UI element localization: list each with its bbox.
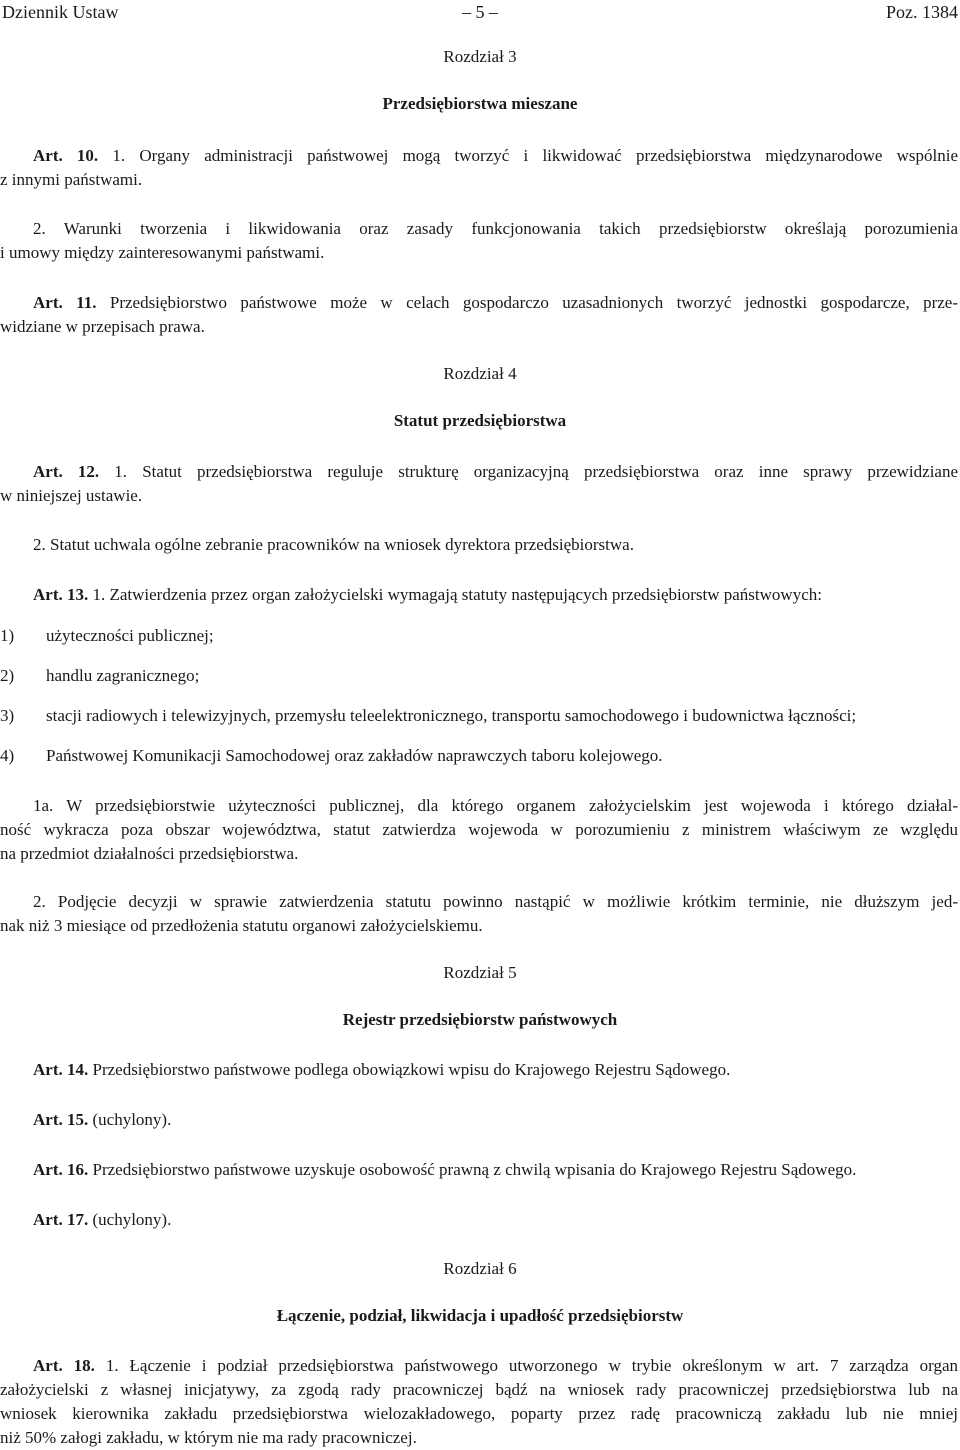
art-13-p1a-line1: 1a. W przedsiębiorstwie użyteczności publicznej, dla którego organem założycielskim jest wojewoda i którego działal- (33, 796, 958, 815)
chapter-3-title: Przedsiębiorstwa mieszane (382, 94, 578, 113)
position-number: Poz. 1384 (886, 2, 958, 22)
list-item-number: 2) (0, 666, 15, 685)
art-12-p1-line2: w niniejszej ustawie. (0, 486, 143, 505)
chapter-4-number: Rozdział 4 (443, 364, 517, 383)
art-12-p1-line1: 1. Statut przedsiębiorstwa reguluje strukturę organizacyjną przedsiębiorstwa oraz inne sprawy przewidziane (114, 462, 959, 481)
chapter-6-title: Łączenie, podział, likwidacja i upadłość przedsiębiorstw (276, 1306, 684, 1325)
art-18-line1: 1. Łączenie i podział przedsiębiorstwa państwowego utworzonego w trybie określonym w art. 7 zarządza organ (105, 1356, 959, 1375)
page-number: – 5 – (462, 2, 498, 22)
art-13-p2-line1: 2. Podjęcie decyzji w sprawie zatwierdzenia statutu powinno nastąpić w możliwie krótkim terminie, nie dłuższym jed- (33, 892, 958, 911)
journal-name: Dziennik Ustaw (2, 2, 119, 22)
art-13-p1a-line3: na przedmiot działalności przedsiębiorstwa. (0, 844, 299, 863)
art-17 (33, 1208, 171, 1232)
art-13-label: Art. 13. (33, 585, 89, 604)
art-11-line1: Przedsiębiorstwo państwowe może w celach gospodarczo uzasadnionych tworzyć jednostki gospodarcze, prze- (109, 293, 959, 312)
art-14-text: Przedsiębiorstwo państwowe podlega obowiązkowi wpisu do Krajowego Rejestru Sądowego. (92, 1060, 731, 1079)
art-11 (0, 291, 958, 339)
chapter-6-number: Rozdział 6 (443, 1259, 517, 1278)
chapter-5-title: Rejestr przedsiębiorstw państwowych (342, 1010, 618, 1029)
art-18-line2: założycielski z własnej inicjatywy, za zgodą rady pracowniczej bądź na wniosek rady pracowniczej przedsiębiorstwa lub na (0, 1380, 958, 1399)
art-12-label: Art. 12. (33, 462, 100, 481)
art-12-paragraph-1 (0, 460, 958, 508)
list-item-text: handlu zagranicznego; (46, 666, 200, 685)
art-18-line3: wniosek kierownika zakładu przedsiębiorstwa wielozakładowego, poparty przez radę pracowniczą zakładu lub nie mniej (0, 1404, 958, 1423)
art-13-paragraph-2 (0, 890, 958, 938)
art-16-label: Art. 16. (33, 1160, 89, 1179)
art-13-paragraph-1a (0, 794, 958, 866)
art-10-paragraph-1 (0, 144, 958, 192)
list-item-number: 4) (0, 746, 15, 765)
art-11-line2: widziane w przepisach prawa. (0, 317, 205, 336)
art-10-p1-line1: Organy administracji państwowej mogą tworzyć i likwidować przedsiębiorstwa międzynarodowe wspólnie (139, 146, 958, 165)
art-10-paragraph-2 (0, 217, 958, 265)
list-item-text: użyteczności publicznej; (46, 626, 214, 645)
list-item-text: Państwowej Komunikacji Samochodowej oraz zakładów naprawczych taboru kolejowego. (46, 746, 663, 765)
art-14-label: Art. 14. (33, 1060, 89, 1079)
art-13-p2-line2: nak niż 3 miesiące od przedłożenia statutu organowi założycielskiemu. (0, 916, 483, 935)
art-15 (33, 1108, 171, 1132)
art-10-p1-num: 1. (112, 146, 126, 165)
art-17-text: (uchylony). (92, 1210, 172, 1229)
art-10-label: Art. 10. (33, 146, 99, 165)
chapter-3-number: Rozdział 3 (443, 47, 517, 66)
art-13-p1: 1. Zatwierdzenia przez organ założycielski wymagają statuty następujących przedsiębiorstw państwowych: (92, 585, 822, 604)
art-10-p1-line2: z innymi państwami. (0, 170, 143, 189)
art-10-p2-line1: 2. Warunki tworzenia i likwidowania oraz zasady funkcjonowania takich przedsiębiorstw określają porozumienia (33, 219, 958, 238)
list-item-number: 3) (0, 706, 15, 725)
art-16 (33, 1158, 856, 1182)
art-15-label: Art. 15. (33, 1110, 89, 1129)
art-18-line4: niż 50% załogi zakładu, w którym nie ma rady pracowniczej. (0, 1428, 417, 1447)
chapter-4-title: Statut przedsiębiorstwa (393, 411, 567, 430)
art-13-paragraph-1 (33, 583, 822, 607)
art-17-label: Art. 17. (33, 1210, 89, 1229)
list-item-number: 1) (0, 626, 15, 645)
list-item-text: stacji radiowych i telewizyjnych, przemysłu teleelektronicznego, transportu samochodowego i budownictwa łączności; (46, 706, 857, 725)
art-14 (33, 1058, 730, 1082)
art-13-p1a-line2: ność wykracza poza obszar województwa, statut zatwierdza wojewoda w porozumieniu z ministrem właściwym ze względu (0, 820, 958, 839)
chapter-5-number: Rozdział 5 (443, 963, 517, 982)
art-10-p2-line2: i umowy między zainteresowanymi państwami. (0, 243, 325, 262)
art-12-paragraph-2: 2. Statut uchwala ogólne zebranie pracowników na wniosek dyrektora przedsiębiorstwa. (33, 535, 634, 554)
art-16-text: Przedsiębiorstwo państwowe uzyskuje osobowość prawną z chwilą wpisania do Krajowego Rejestru Sądowego. (92, 1160, 857, 1179)
art-15-text: (uchylony). (92, 1110, 172, 1129)
art-18-label: Art. 18. (33, 1356, 95, 1375)
art-11-label: Art. 11. (33, 293, 97, 312)
art-18 (0, 1354, 958, 1450)
